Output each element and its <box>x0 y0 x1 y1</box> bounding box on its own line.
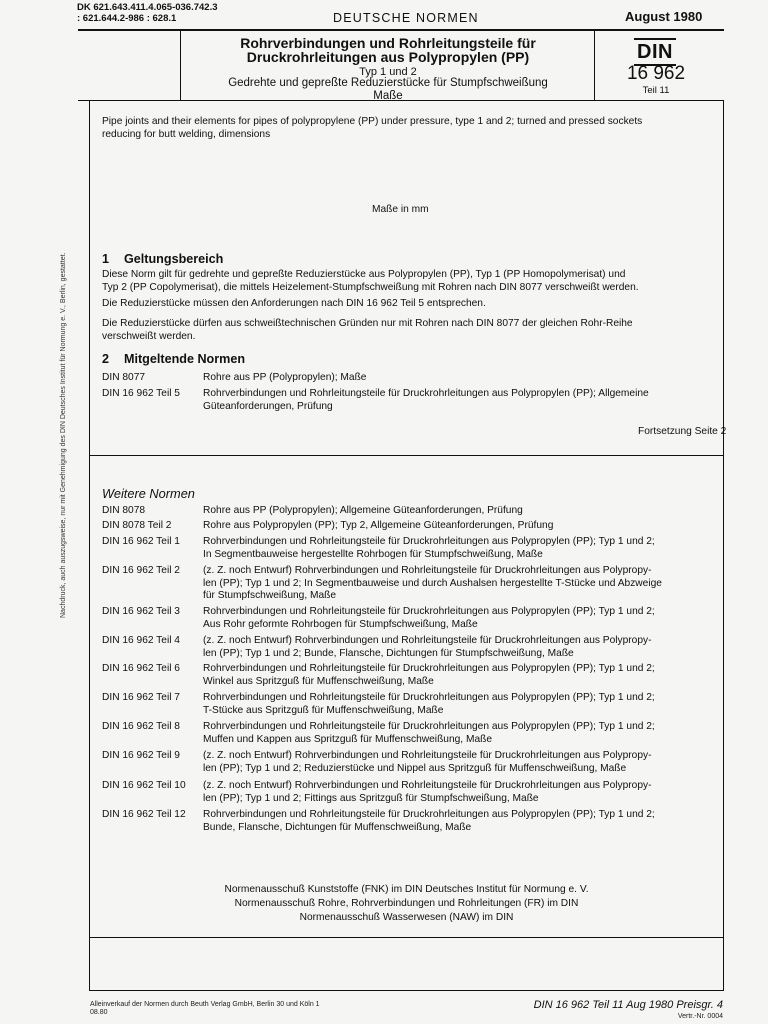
further-norm-code: DIN 16 962 Teil 12 <box>102 809 186 820</box>
further-norm-code: DIN 16 962 Teil 2 <box>102 565 180 576</box>
issue-date: August 1980 <box>625 9 703 24</box>
further-norm-desc: Rohrverbindungen und Rohrleitungsteile für Druckrohrleitungen aus Polypropylen (PP); Typ 1 und 2; Winkel aus Spritzguß für Muffenschweißung, Maße <box>203 663 655 687</box>
vertrieb-number: Vertr.-Nr. 0004 <box>677 1013 723 1020</box>
dk-classification-line-1: DK 621.643.411.4.065-036.742.3 <box>77 2 218 13</box>
further-norm-desc: (z. Z. noch Entwurf) Rohrverbindungen und Rohrleitungsteile für Druckrohrleitungen aus Polypropy- len (PP); Typ 1 und 2; Bunde, Flansche, Dichtungen für Stumpfschweißung, Maße <box>203 635 652 659</box>
section-1-title: Geltungsbereich <box>124 252 224 266</box>
further-standards-heading: Weitere Normen <box>102 486 195 501</box>
dk-classification-line-2: : 621.644.2-986 : 628.1 <box>77 13 177 24</box>
frame-mid-rule <box>89 455 724 456</box>
units-note: Maße in mm <box>372 204 429 215</box>
further-norm-code: DIN 16 962 Teil 8 <box>102 721 180 732</box>
further-norm-code: DIN 16 962 Teil 6 <box>102 663 180 674</box>
din-logo-top-bar <box>634 38 676 40</box>
further-norm-desc: Rohrverbindungen und Rohrleitungsteile für Druckrohrleitungen aus Polypropylen (PP); Typ 1 und 2; Muffen und Kappen aus Spritzguß für Muffenschweißung, Maße <box>203 721 655 745</box>
footer-reference: DIN 16 962 Teil 11 Aug 1980 Preisgr. 4 <box>533 999 723 1011</box>
header-top-rule <box>78 29 724 31</box>
further-norm-desc: Rohre aus Polypropylen (PP); Typ 2, Allgemeine Güteanforderungen, Prüfung <box>203 520 554 531</box>
frame-lower-rule <box>89 937 724 938</box>
title-line-5: Maße <box>373 90 403 102</box>
committee-line-1: Normenausschuß Kunststoffe (FNK) im DIN Deutsches Institut für Normung e. V. <box>224 884 589 895</box>
section-1-heading <box>102 252 223 266</box>
further-norm-code: DIN 16 962 Teil 3 <box>102 606 180 617</box>
title-line-2: Druckrohrleitungen aus Polypropylen (PP) <box>246 49 530 65</box>
ref-norm-code: DIN 16 962 Teil 5 <box>102 388 180 399</box>
ref-norm-desc: Rohrverbindungen und Rohrleitungsteile für Druckrohrleitungen aus Polypropylen (PP); Allgemeine Güteanforderungen, Prüfung <box>203 388 649 412</box>
section-1-p3-line-1: Die Reduzierstücke dürfen aus schweißtechnischen Gründen nur mit Rohren nach DIN 8077 der gleichen Rohr-Reihe <box>102 318 633 329</box>
din-number: 16 962 <box>626 63 686 84</box>
title-line-4: Gedrehte und gepreßte Reduzierstücke für Stumpfschweißung <box>228 77 548 89</box>
further-norm-code: DIN 16 962 Teil 9 <box>102 750 180 761</box>
reprint-notice-text: Nachdruck, auch auszugsweise, nur mit Genehmigung des DIN Deutsches Institut für Normung e. V., Berlin, gestattet. <box>60 252 67 618</box>
further-norm-code: DIN 16 962 Teil 10 <box>102 780 186 791</box>
header-divider-left <box>180 29 181 101</box>
reprint-notice <box>60 252 67 619</box>
further-norm-desc: Rohrverbindungen und Rohrleitungsteile für Druckrohrleitungen aus Polypropylen (PP); Typ 1 und 2; In Segmentbauweise hergestellte Rohrbogen für Stumpfschweißung, Maße <box>203 536 655 560</box>
continuation-note: Fortsetzung Seite 2 <box>638 426 727 437</box>
din-logo-text: DIN <box>637 41 673 63</box>
header-divider-right <box>594 29 595 101</box>
further-norm-desc: (z. Z. noch Entwurf) Rohrverbindungen und Rohrleitungsteile für Druckrohrleitungen aus Polypropy- len (PP); Typ 1 und 2; In Segmentbauweise und durch Aushalsen hergestellte T-Stücke und Abzweige für Stumpfschweißung, Maße <box>203 565 662 601</box>
further-norm-desc: (z. Z. noch Entwurf) Rohrverbindungen und Rohrleitungsteile für Druckrohrleitungen aus Polypropy- len (PP); Typ 1 und 2; Reduzierstücke und Nippel aus Spritzguß für Muffenschweißung, Maße <box>203 750 652 774</box>
english-title-line-2: reducing for butt welding, dimensions <box>102 129 271 140</box>
further-norm-desc: Rohrverbindungen und Rohrleitungsteile für Druckrohrleitungen aus Polypropylen (PP); Typ 1 und 2; Aus Rohr geformte Rohrbogen für Stumpfschweißung, Maße <box>203 606 655 630</box>
further-norm-code: DIN 8078 Teil 2 <box>102 520 172 531</box>
section-2-number: 2 <box>102 352 110 366</box>
frame-bottom-rule <box>89 990 724 991</box>
committee-line-2: Normenausschuß Rohre, Rohrverbindungen und Rohrleitungen (FR) im DIN <box>234 898 579 909</box>
further-norm-code: DIN 8078 <box>102 505 146 516</box>
din-logo <box>634 38 676 66</box>
further-norm-desc: Rohre aus PP (Polypropylen); Allgemeine Güteanforderungen, Prüfung <box>203 505 523 516</box>
further-norm-desc: (z. Z. noch Entwurf) Rohrverbindungen und Rohrleitungsteile für Druckrohrleitungen aus Polypropy- len (PP); Typ 1 und 2; Fittings aus Spritzguß für Stumpfschweißung, Maße <box>203 780 652 804</box>
section-1-p1-line-2: Typ 2 (PP Copolymerisat), die mittels Heizelement-Stumpfschweißung mit Rohren nach DIN 8077 verschweißt werden. <box>102 282 639 293</box>
committee-line-3: Normenausschuß Wasserwesen (NAW) im DIN <box>299 912 514 923</box>
ref-norm-desc: Rohre aus PP (Polypropylen); Maße <box>203 372 367 383</box>
section-1-p3-line-2: verschweißt werden. <box>102 331 196 342</box>
title-line-1: Rohrverbindungen und Rohrleitungsteile für <box>240 35 536 51</box>
further-norm-code: DIN 16 962 Teil 4 <box>102 635 180 646</box>
print-code: 08.80 <box>90 1009 108 1016</box>
section-2-heading <box>102 352 245 366</box>
section-1-number: 1 <box>102 252 110 266</box>
standards-series: DEUTSCHE NORMEN <box>333 11 479 25</box>
further-norm-code: DIN 16 962 Teil 1 <box>102 536 180 547</box>
section-2-title: Mitgeltende Normen <box>124 352 246 366</box>
section-1-p2: Die Reduzierstücke müssen den Anforderungen nach DIN 16 962 Teil 5 entsprechen. <box>102 298 486 309</box>
section-1-p1-line-1: Diese Norm gilt für gedrehte und gepreßte Reduzierstücke aus Polypropylen (PP), Typ 1 (PP Homopolymerisat) und <box>102 269 626 280</box>
further-norm-desc: Rohrverbindungen und Rohrleitungsteile für Druckrohrleitungen aus Polypropylen (PP); Typ 1 und 2; T-Stücke aus Spritzguß für Muffenschweißung, Maße <box>203 692 655 716</box>
din-part: Teil 11 <box>642 85 670 96</box>
further-norm-desc: Rohrverbindungen und Rohrleitungsteile für Druckrohrleitungen aus Polypropylen (PP); Typ 1 und 2; Bunde, Flansche, Dichtungen für Muffenschweißung, Maße <box>203 809 655 833</box>
english-title-line-1: Pipe joints and their elements for pipes of polypropylene (PP) under pressure, type 1 and 2; turned and pressed sockets <box>102 116 643 127</box>
frame-left-border <box>89 101 90 991</box>
further-norm-code: DIN 16 962 Teil 7 <box>102 692 180 703</box>
sales-note: Alleinverkauf der Normen durch Beuth Verlag GmbH, Berlin 30 und Köln 1 <box>90 1001 320 1008</box>
title-line-3: Typ 1 und 2 <box>359 66 417 78</box>
ref-norm-code: DIN 8077 <box>102 372 146 383</box>
